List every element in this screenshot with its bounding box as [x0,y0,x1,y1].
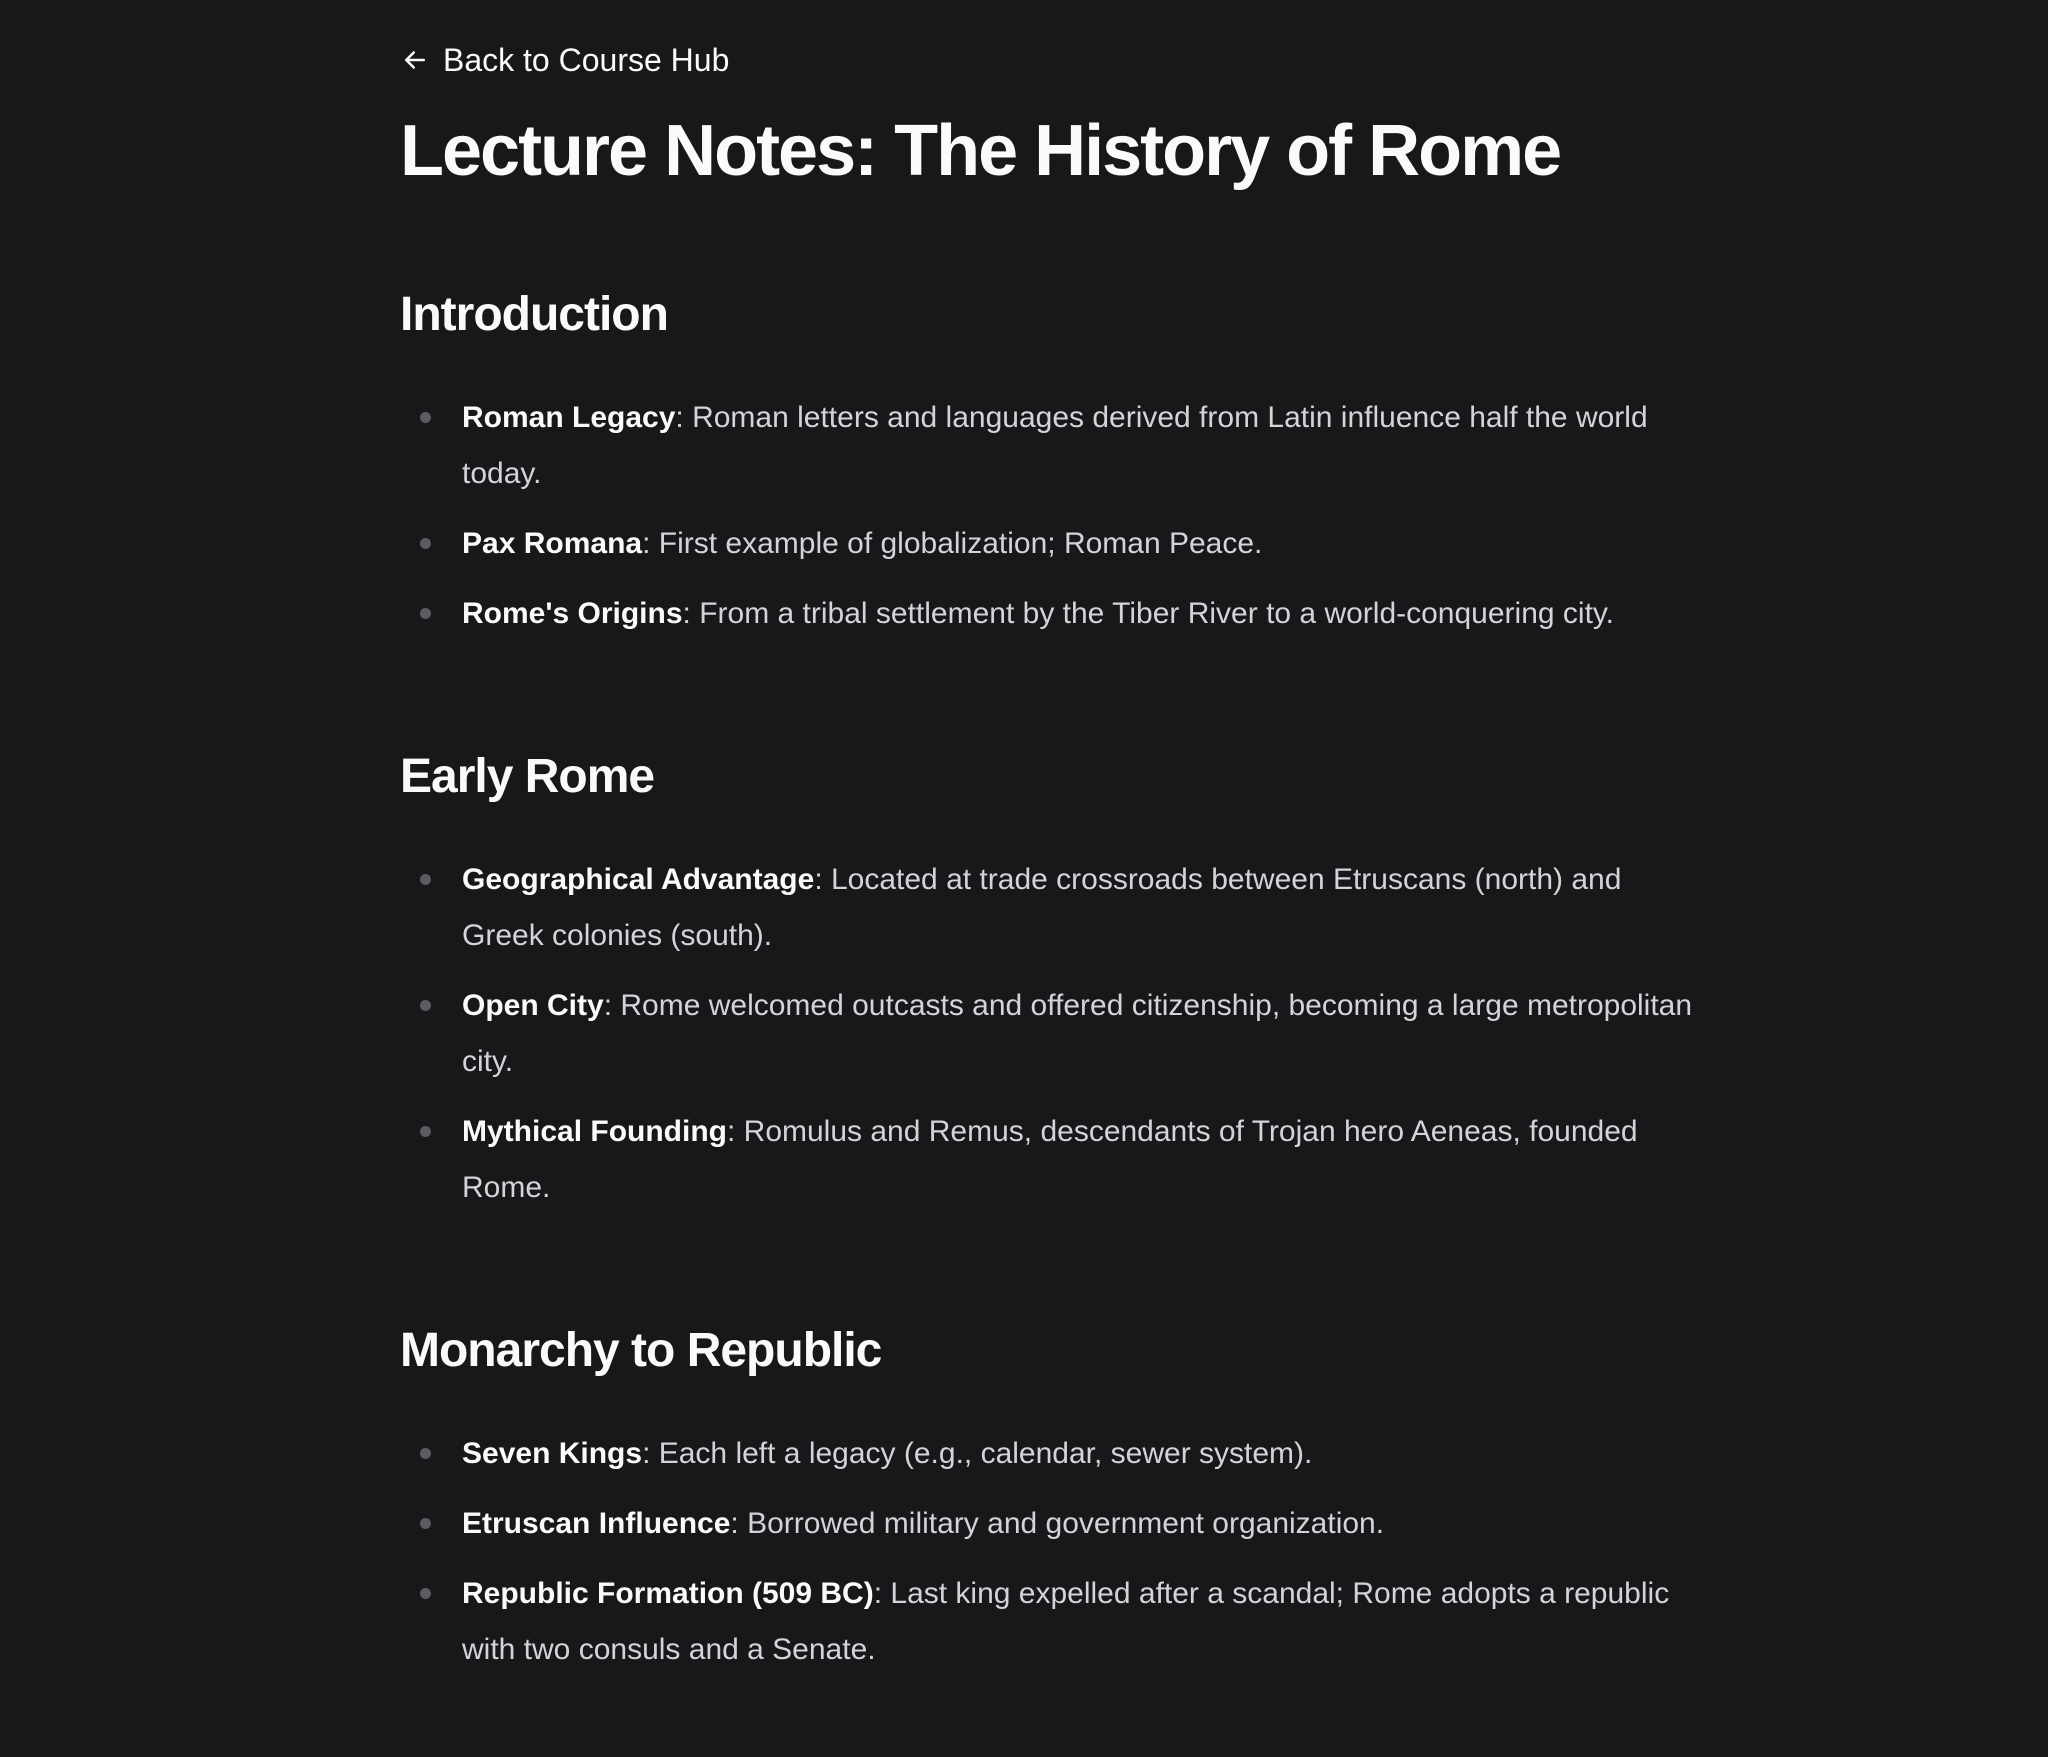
description: Borrowed military and government organization. [747,1507,1385,1540]
list-item [400,586,1700,642]
separator: : [726,1115,744,1148]
term: Open City [462,989,604,1022]
description: Rome welcomed outcasts and offered citizenship, becoming a large metropolitan city. [462,989,1693,1078]
section-heading-early-rome: Early Rome [400,750,655,803]
description: Roman letters and languages derived from Latin influence half the world today. [462,401,1648,490]
list-item [400,1496,1700,1552]
bullet-icon [420,1126,431,1137]
list-item [400,978,1700,1090]
bullet-icon [420,1518,431,1529]
back-link-label: Back to Course Hub [443,42,730,78]
list-item [400,1566,1700,1678]
list-item [400,852,1700,964]
page-title: Lecture Notes: The History of Rome [400,111,1561,191]
lecture-notes-page [400,0,1700,1678]
section-heading-introduction: Introduction [400,288,668,341]
bullet-list [400,344,1700,642]
separator: : [730,1507,748,1540]
separator: : [642,527,659,560]
bullet-icon [420,1448,431,1459]
term: Roman Legacy [462,401,676,434]
bullet-list [400,1380,1700,1678]
separator: : [603,989,621,1022]
description: Last king expelled after a scandal; Rome adopts a republic with two consuls and a Senate. [462,1577,1670,1666]
section-heading-monarchy-to-republic: Monarchy to Republic [400,1324,882,1377]
bullet-icon [420,608,431,619]
separator: : [814,863,831,896]
bullet-icon [420,1000,431,1011]
term: Pax Romana [462,527,643,560]
term: Rome's Origins [462,597,683,630]
description: First example of globalization; Roman Peace. [658,527,1263,560]
term: Seven Kings [462,1437,643,1470]
description: Romulus and Remus, descendants of Trojan hero Aeneas, founded Rome. [462,1115,1638,1204]
bullet-list [400,806,1700,1216]
back-link[interactable] [400,40,729,80]
bullet-icon [420,412,431,423]
bullet-icon [420,874,431,885]
separator: : [682,597,700,630]
term: Etruscan Influence [462,1507,731,1540]
description: Located at trade crossroads between Etruscans (north) and Greek colonies (south). [462,863,1622,952]
bullet-icon [420,1588,431,1599]
separator: : [675,401,693,434]
list-item [400,390,1700,502]
list-item [400,1426,1700,1482]
term: Mythical Founding [462,1115,727,1148]
list-item [400,516,1700,572]
description: From a tribal settlement by the Tiber River to a world-conquering city. [699,597,1615,630]
description: Each left a legacy (e.g., calendar, sewer system). [658,1437,1313,1470]
bullet-icon [420,538,431,549]
list-item [400,1104,1700,1216]
separator: : [873,1577,891,1610]
back-arrow-icon [400,45,430,75]
term: Republic Formation (509 BC) [462,1577,874,1610]
separator: : [642,1437,659,1470]
term: Geographical Advantage [462,863,815,896]
